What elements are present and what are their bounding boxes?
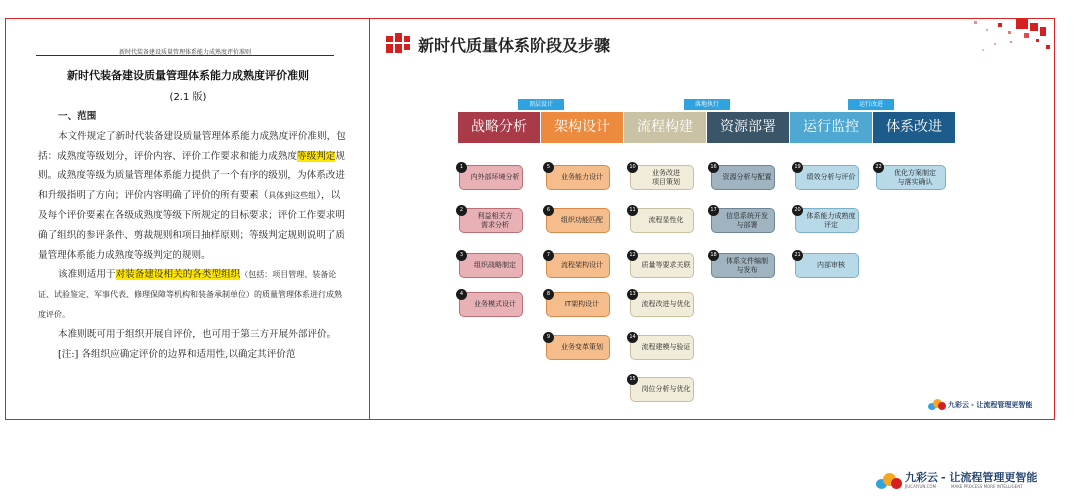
small-text: 具体到这些组 <box>268 191 317 201</box>
step-number: 1 <box>456 162 467 173</box>
step-card <box>546 165 610 190</box>
step-card <box>795 208 859 233</box>
step-label: 组织功能匹配 <box>561 216 603 224</box>
step-card <box>711 208 775 233</box>
step-card <box>459 292 523 317</box>
step-label: 岗位分析与优化 <box>641 385 691 393</box>
step-card <box>459 208 523 233</box>
step-number: 19 <box>792 162 803 173</box>
running-header: 新时代装备建设质量管理体系能力成熟度评价准则 <box>118 49 251 56</box>
step-label: 信息系统开发 与部署 <box>726 211 768 229</box>
step-label: 内部审核 <box>817 261 845 269</box>
step-card <box>630 208 694 233</box>
step-card <box>876 165 946 190</box>
step-card <box>630 335 694 360</box>
step-label: 组织战略制定 <box>474 261 516 269</box>
slide <box>369 18 1055 420</box>
brand-name: 九彩云 <box>948 400 969 409</box>
brand-slogan: - 让流程管理更智能 <box>941 471 1038 484</box>
paragraph-usage: 本准则既可用于组织开展自评价，也可用于第三方开展外部评价。 <box>58 328 337 340</box>
step-card <box>459 165 523 190</box>
footer-brand-slogan-block <box>941 472 1037 489</box>
header-rule <box>36 55 334 56</box>
phase-tag-execution: 落地执行 <box>684 99 730 110</box>
step-label: 流程改进与优化 <box>641 300 691 308</box>
step-label: 业务改进 项目策划 <box>652 168 680 186</box>
step-number: 22 <box>873 162 884 173</box>
paragraph-scope <box>38 127 346 266</box>
section-heading: 一、范围 <box>58 111 97 122</box>
step-label: 内外部环境分析 <box>470 173 520 181</box>
confetti-decoration <box>924 19 1054 64</box>
step-label: IT架构设计 <box>564 300 600 308</box>
slide-title: 新时代质量体系阶段及步骤 <box>418 36 611 55</box>
step-number: 4 <box>456 289 467 300</box>
step-card <box>630 165 694 190</box>
stage-resource: 资源部署 <box>707 112 789 143</box>
step-label: 业务模式设计 <box>474 300 516 308</box>
stage-strategy: 战略分析 <box>458 112 540 143</box>
step-card <box>795 253 859 278</box>
step-number: 3 <box>456 250 467 261</box>
stage-process: 流程构建 <box>624 112 706 143</box>
step-card <box>630 253 694 278</box>
document-page <box>5 18 369 420</box>
step-number: 11 <box>627 205 638 216</box>
step-card <box>795 165 859 190</box>
step-number: 9 <box>543 332 554 343</box>
brand-name: 九彩云 <box>905 471 938 484</box>
cloud-logo-icon <box>928 399 946 410</box>
step-number: 20 <box>792 205 803 216</box>
stage-monitoring: 运行监控 <box>790 112 872 143</box>
step-label: 流程建模与验证 <box>641 343 691 351</box>
step-number: 15 <box>627 374 638 385</box>
slide-logo-icon <box>386 33 410 53</box>
step-card <box>546 292 610 317</box>
step-card <box>711 253 775 278</box>
step-number: 21 <box>792 250 803 261</box>
step-card <box>630 377 694 402</box>
step-number: 13 <box>627 289 638 300</box>
step-label: 流程显性化 <box>648 216 684 224</box>
step-label: 流程架构设计 <box>561 261 603 269</box>
step-label: 利益相关方 需求分析 <box>477 211 513 229</box>
step-card <box>546 253 610 278</box>
step-number: 8 <box>543 289 554 300</box>
step-label: 业务变革策划 <box>561 343 603 351</box>
paragraph-text: 规则。成熟度等级为质量管理体系能力提供了一个有序的级别，为体系改进和升级指明了方向；评价内容明确了评价的所有要素（ <box>38 150 345 202</box>
slide-brand <box>928 399 1032 410</box>
stage-improvement: 体系改进 <box>873 112 955 143</box>
paragraph-text: ），以及每个评价要素在各级成熟度等级下所规定的目标要求；评价工作要求明确了组织的参评条件、剪裁规则和项目抽样原则；等级判定规则说明了质量管理体系能力成熟度等级判定的规则。 <box>38 190 345 261</box>
paragraph-text: 该准则适用于 <box>58 269 116 281</box>
step-number: 2 <box>456 205 467 216</box>
highlighted-text: 对装备建设相关的各类型组织 <box>115 269 241 281</box>
step-number: 14 <box>627 332 638 343</box>
step-number: 7 <box>543 250 554 261</box>
paragraph-text: 本文件规定了新时代装备建设质量管理体系能力成熟度评价准则，包括：成熟度等级划分，评价内容、评价工作要求和能力成熟度 <box>38 130 346 162</box>
small-text: （包括：项目管理、装备论证、试验鉴定、军事代表、修理保障等机构和装备承制单位）的质量管理体系进行成熟度评价。 <box>38 270 342 319</box>
stage-architecture: 架构设计 <box>541 112 623 143</box>
brand-tagline: MAKE PROCESS MORE INTELLIGENT <box>951 484 1023 489</box>
footer-brand-name-block <box>905 472 938 489</box>
step-label: 绩效分析与评价 <box>806 173 856 181</box>
step-label: 体系能力成熟度 评定 <box>806 211 856 229</box>
document-body <box>38 107 346 364</box>
document-title: 新时代装备建设质量管理体系能力成熟度评价准则 <box>67 69 309 82</box>
phase-tag-top-design: 顶层设计 <box>518 99 564 110</box>
phase-tag-improvement: 运行改进 <box>848 99 894 110</box>
step-label: 资源分析与配置 <box>722 173 772 181</box>
paragraph-note: [注:] 各组织应确定评价的边界和适用性,以确定其评价范 <box>58 348 296 360</box>
step-label: 体系文件编制 与发布 <box>726 256 768 274</box>
step-card <box>546 208 610 233</box>
paragraph-applicability <box>38 265 346 324</box>
step-label: 优化方案制定 与落实确认 <box>894 168 936 186</box>
brand-domain: JIUCAIYUN.COM <box>905 484 937 489</box>
step-number: 5 <box>543 162 554 173</box>
step-number: 16 <box>708 162 719 173</box>
step-card <box>630 292 694 317</box>
step-number: 12 <box>627 250 638 261</box>
brand-slogan: - 让流程管理更智能 <box>971 400 1033 409</box>
step-label: 质量等要求关联 <box>641 261 691 269</box>
step-card <box>711 165 775 190</box>
step-number: 10 <box>627 162 638 173</box>
document-version: (2.1 版) <box>169 92 207 103</box>
highlighted-text: 等级判定 <box>297 150 336 162</box>
footer-brand <box>876 472 1037 489</box>
step-number: 18 <box>708 250 719 261</box>
cloud-logo-icon <box>876 473 902 489</box>
step-card <box>459 253 523 278</box>
step-number: 17 <box>708 205 719 216</box>
step-card <box>546 335 610 360</box>
step-label: 业务能力设计 <box>561 173 603 181</box>
step-number: 6 <box>543 205 554 216</box>
